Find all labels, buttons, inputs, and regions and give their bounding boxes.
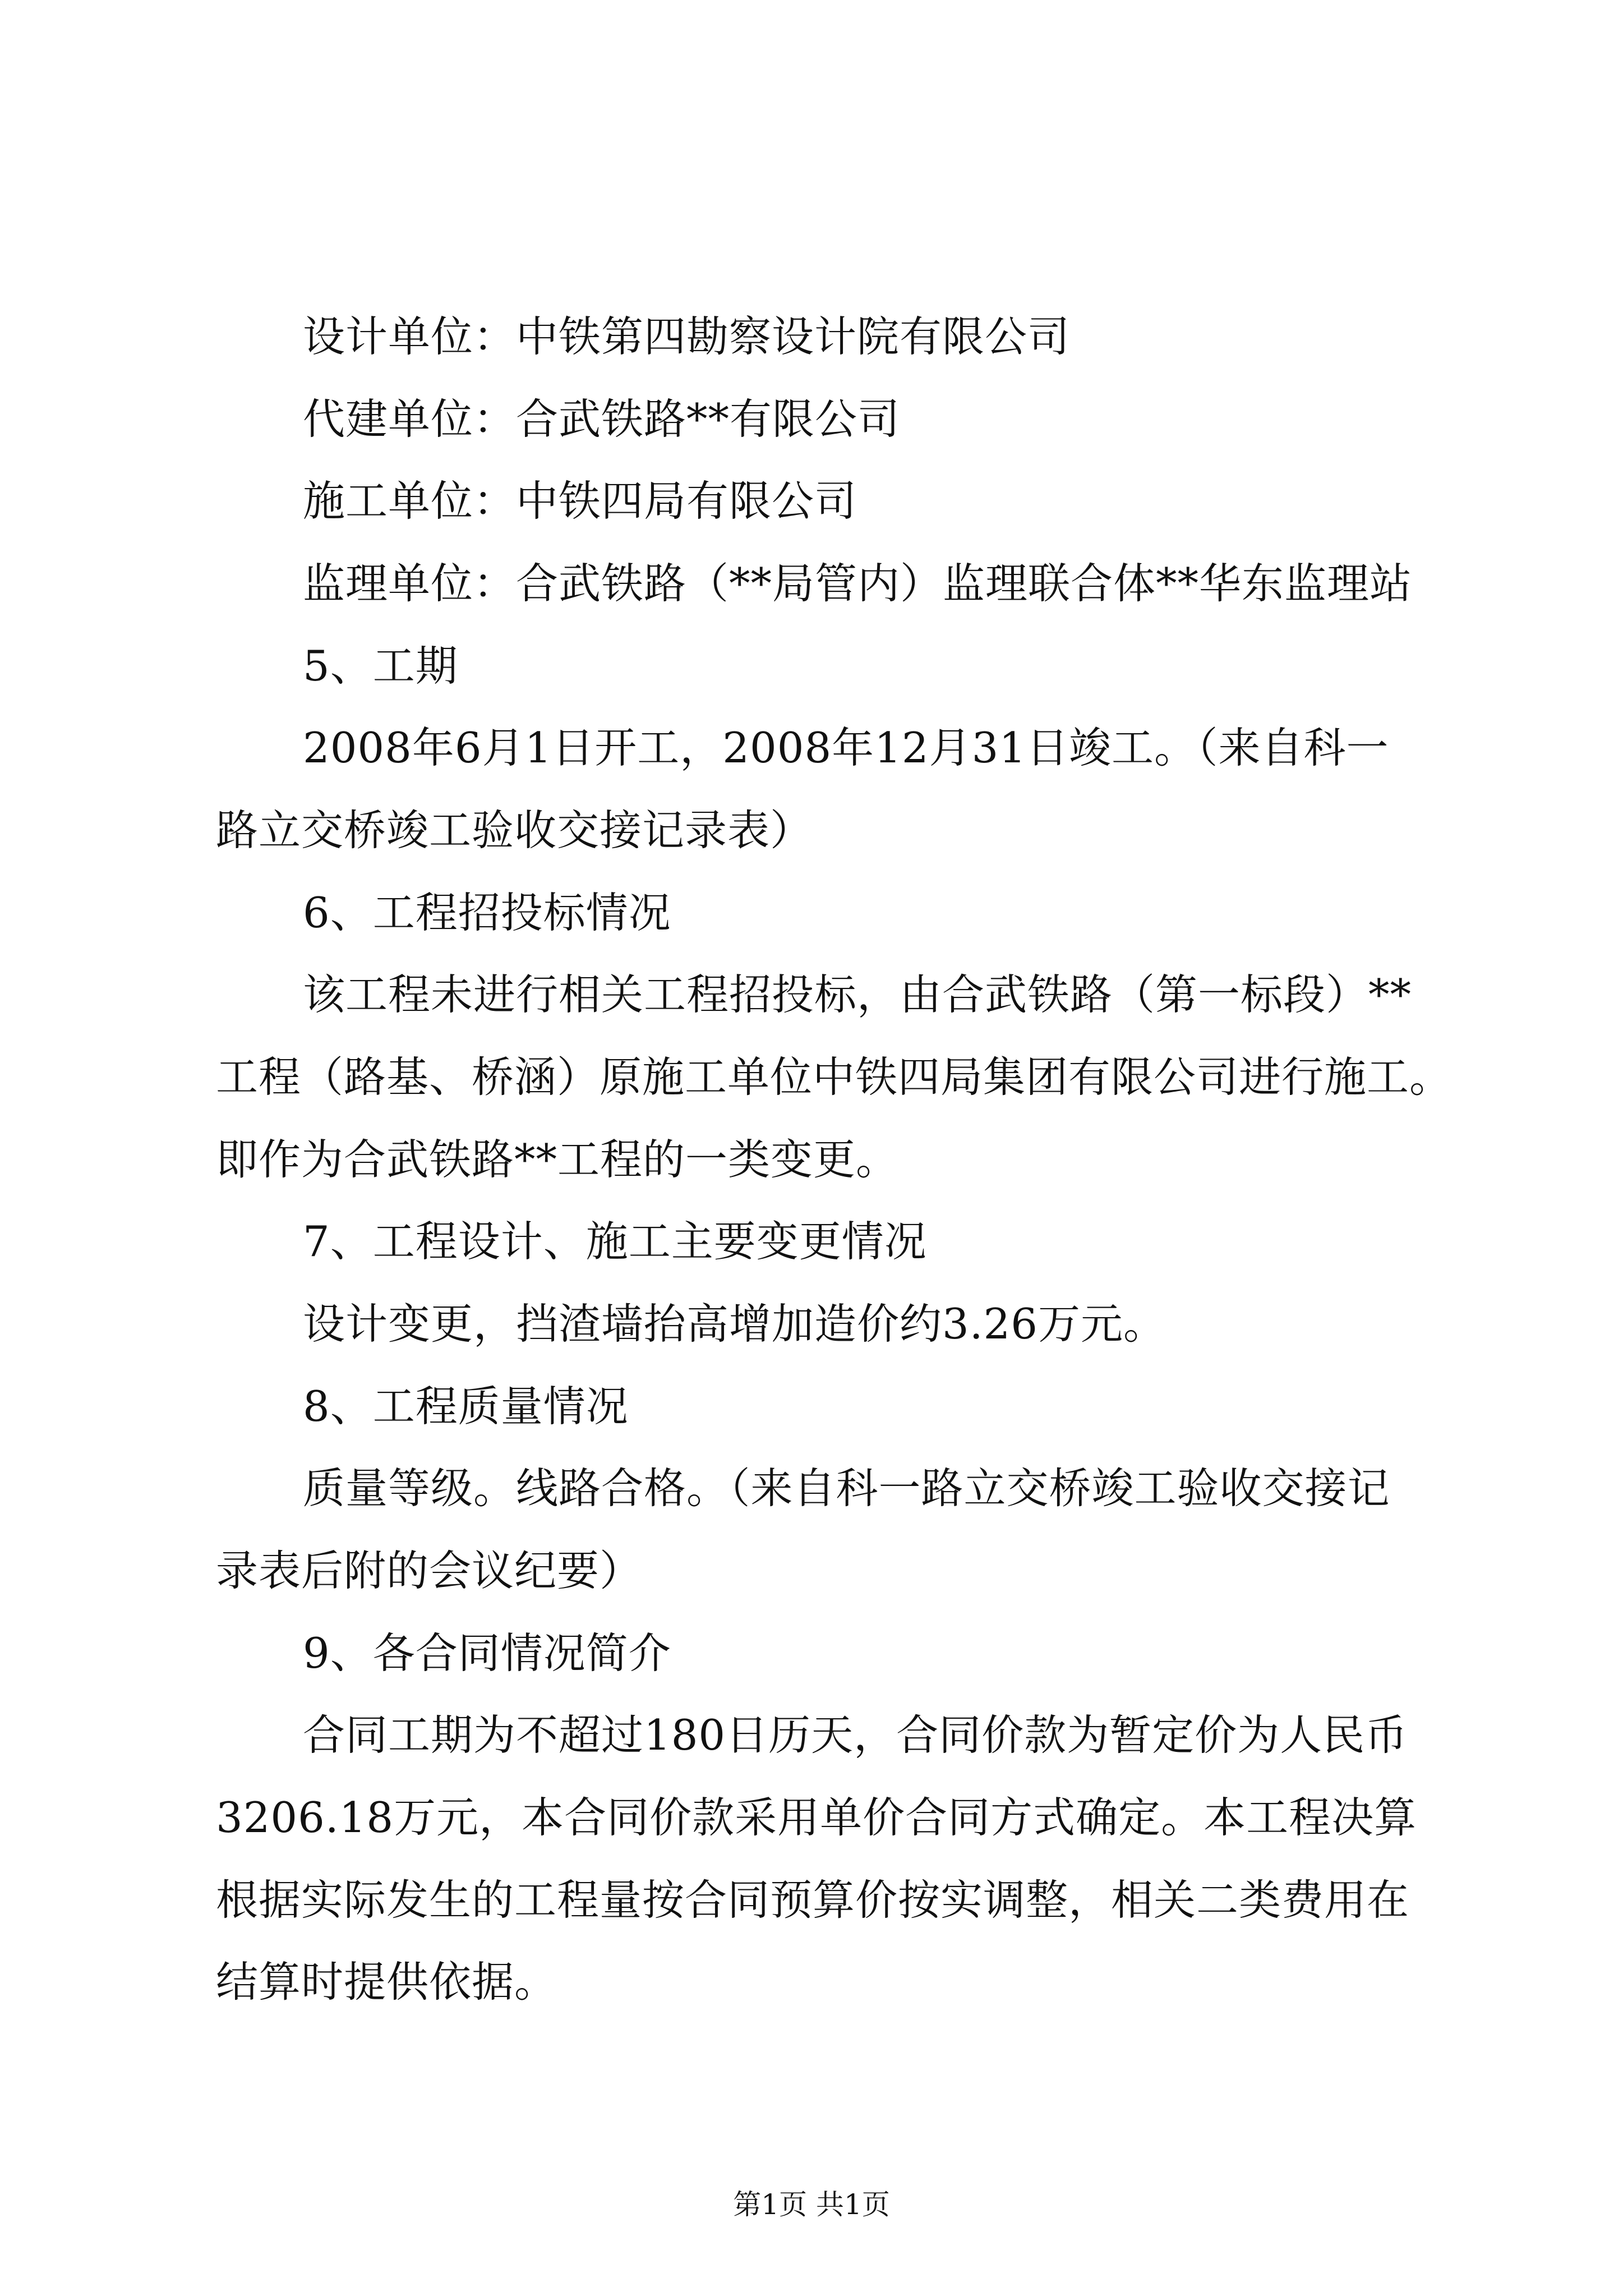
paragraph-line: 2008年6月1日开工，2008年12月31日竣工。（来自科一 xyxy=(303,723,1389,772)
contractor-line: 施工单位：中铁四局有限公司 xyxy=(303,476,857,526)
section-heading-schedule: 5、工期 xyxy=(303,641,458,691)
paragraph-line: 即作为合武铁路**工程的一类变更。 xyxy=(216,1135,899,1184)
section-heading-quality: 8、工程质量情况 xyxy=(303,1382,629,1431)
section-heading-contracts: 9、各合同情况简介 xyxy=(303,1628,671,1678)
paragraph-line: 路立交桥竣工验收交接记录表） xyxy=(216,806,813,855)
paragraph-line: 录表后附的会议纪要） xyxy=(216,1546,643,1595)
paragraph-line: 工程（路基、桥涵）原施工单位中铁四局集团有限公司进行施工。 xyxy=(216,1052,1453,1102)
designer-line: 设计单位：中铁第四勘察设计院有限公司 xyxy=(303,312,1071,361)
paragraph-line: 该工程未进行相关工程招投标，由合武铁路（第一标段）** xyxy=(303,970,1412,1019)
page-number-footer: 第1页 共1页 xyxy=(733,2188,890,2221)
section-heading-changes: 7、工程设计、施工主要变更情况 xyxy=(303,1217,927,1266)
paragraph-line: 3206.18万元，本合同价款采用单价合同方式确定。本工程决算 xyxy=(216,1793,1417,1842)
paragraph-line: 质量等级。线路合格。（来自科一路立交桥竣工验收交接记 xyxy=(303,1464,1390,1513)
paragraph-line: 设计变更，挡渣墙抬高增加造价约3.26万元。 xyxy=(303,1299,1166,1349)
agent-builder-line: 代建单位：合武铁路**有限公司 xyxy=(303,394,901,444)
section-heading-bidding: 6、工程招投标情况 xyxy=(303,888,671,937)
paragraph-line: 根据实际发生的工程量按合同预算价按实调整，相关二类费用在 xyxy=(216,1875,1410,1925)
paragraph-line: 结算时提供依据。 xyxy=(216,1957,557,2007)
supervisor-line: 监理单位：合武铁路（**局管内）监理联合体**华东监理站 xyxy=(303,559,1413,608)
paragraph-line: 合同工期为不超过180日历天，合同价款为暂定价为人民币 xyxy=(303,1710,1408,1760)
